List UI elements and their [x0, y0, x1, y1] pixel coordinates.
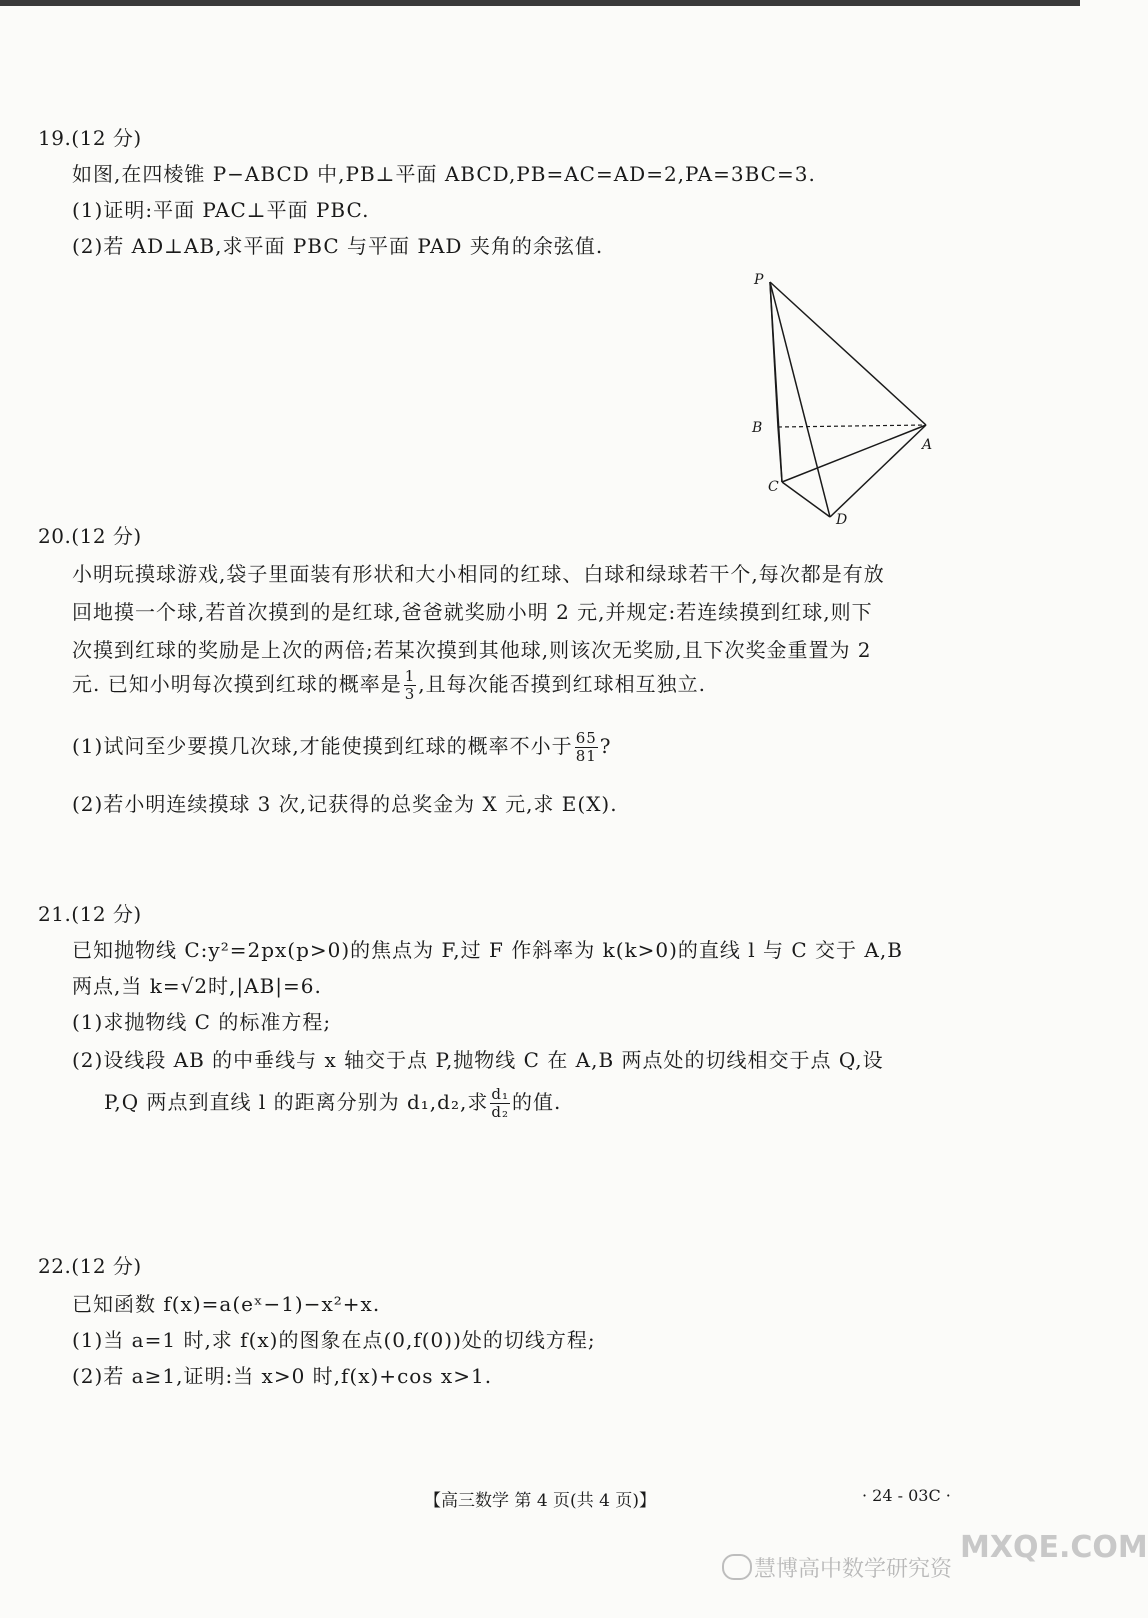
q22-line-1: 已知函数 f(x)=a(eˣ−1)−x²+x.: [72, 1292, 381, 1316]
q19-line-3: (2)若 AD⊥AB,求平面 PBC 与平面 PAD 夹角的余弦值.: [72, 234, 604, 258]
q20-line-5: (1)试问至少要摸几次球,才能使摸到红球的概率不小于 $\frac{65}{81}$ ?: [72, 729, 612, 765]
watermark-logo: MXQE.COM: [960, 1530, 1148, 1565]
q21-header: 21.(12 分): [38, 902, 142, 926]
q21-line-2: 两点,当 k=√2时,|AB|=6.: [72, 974, 322, 998]
q21-line-5: P,Q 两点到直线 l 的距离分别为 d₁,d₂,求 $\frac{\text{d₁}}{\text{d₂}}$ 的值.: [104, 1085, 562, 1121]
q19-header: 19.(12 分): [38, 126, 142, 150]
edge-BA-hidden: [778, 425, 926, 427]
q19-line-1: 如图,在四棱锥 P−ABCD 中,PB⊥平面 ABCD,PB=AC=AD=2,PA=3BC=3.: [72, 162, 816, 186]
fraction-one-third: $\frac{1}{3}$: [404, 667, 416, 703]
q21-line-1: 已知抛物线 C:y²=2px(p>0)的焦点为 F,过 F 作斜率为 k(k>0)的直线 l 与 C 交于 A,B: [72, 938, 903, 962]
label-D: D: [836, 512, 848, 528]
label-A: A: [922, 437, 933, 453]
wechat-icon: [722, 1554, 752, 1580]
q21-line-3: (1)求抛物线 C 的标准方程;: [72, 1010, 332, 1034]
watermark-text: 慧博高中数学研究资: [754, 1557, 953, 1582]
pyramid-figure: [748, 272, 968, 547]
fraction-d1-d2: $\frac{\text{d₁}}{\text{d₂}}$: [491, 1085, 509, 1121]
edge-PA: [770, 282, 926, 425]
q20-line-3: 次摸到红球的奖励是上次的两倍;若某次摸到其他球,则该次无奖励,且下次奖金重置为 2: [72, 638, 872, 662]
q22-line-3: (2)若 a≥1,证明:当 x>0 时,f(x)+cos x>1.: [72, 1364, 493, 1388]
q21-line-4: (2)设线段 AB 的中垂线与 x 轴交于点 P,抛物线 C 在 A,B 两点处的切线相交于点 Q,设: [72, 1048, 884, 1072]
q20-line-2: 回地摸一个球,若首次摸到的是红球,爸爸就奖励小明 2 元,并规定:若连续摸到红球,则下: [72, 600, 873, 624]
edge-BC: [778, 427, 782, 482]
edge-DA: [830, 425, 926, 517]
q22-header: 22.(12 分): [38, 1254, 142, 1278]
q22-line-2: (1)当 a=1 时,求 f(x)的图象在点(0,f(0))处的切线方程;: [72, 1328, 596, 1352]
q20-header: 20.(12 分): [38, 524, 142, 548]
top-border: [0, 0, 1080, 6]
page-footer: 【高三数学 第 4 页(共 4 页)】: [424, 1491, 656, 1511]
q19-line-2: (1)证明:平面 PAC⊥平面 PBC.: [72, 198, 370, 222]
label-P: P: [754, 272, 764, 288]
edge-CA: [782, 425, 926, 482]
label-B: B: [752, 420, 763, 436]
q20-line-4: 元. 已知小明每次摸到红球的概率是 $\frac{1}{3}$ ,且每次能否摸到红球相互独立.: [72, 667, 706, 703]
q20-line-6: (2)若小明连续摸球 3 次,记获得的总奖金为 X 元,求 E(X).: [72, 792, 618, 816]
q20-line-1: 小明玩摸球游戏,袋子里面装有形状和大小相同的红球、白球和绿球若干个,每次都是有放: [72, 562, 885, 586]
edge-PD: [770, 282, 830, 517]
exam-code: · 24 - 03C ·: [862, 1486, 951, 1505]
fraction-65-81: $\frac{65}{81}$: [575, 729, 597, 765]
label-C: C: [768, 479, 779, 495]
